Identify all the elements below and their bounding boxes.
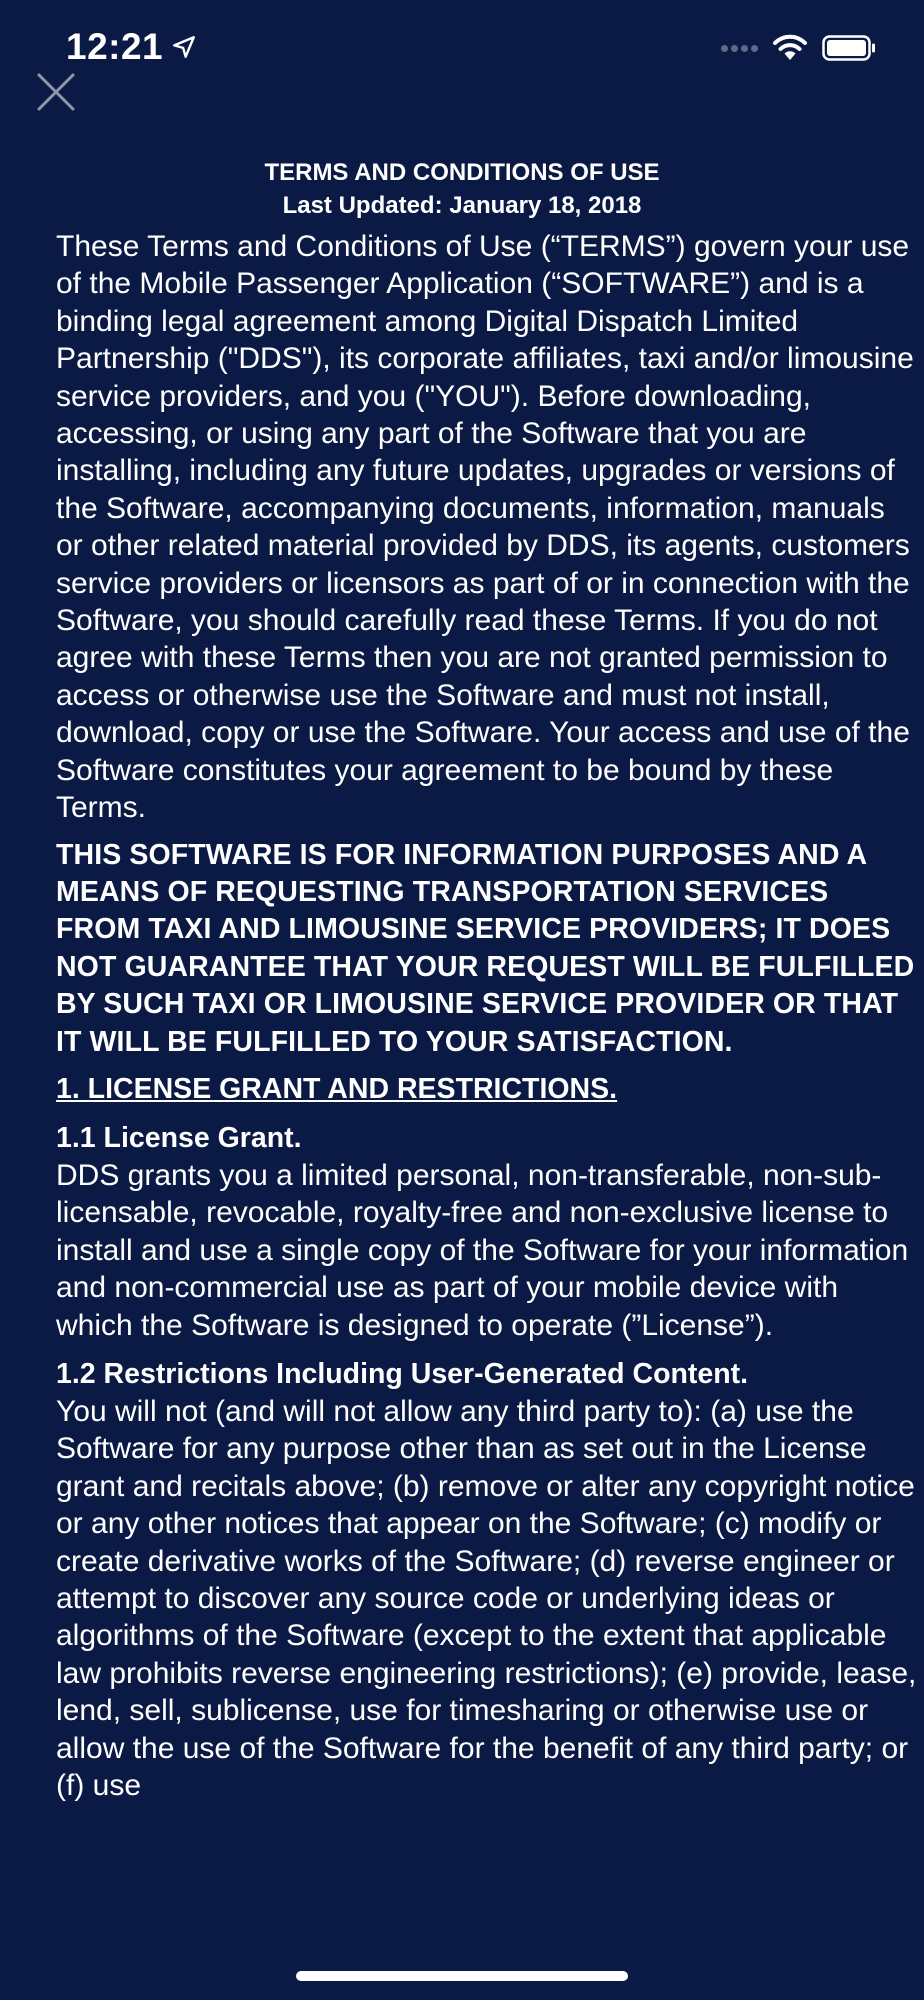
home-indicator[interactable] — [296, 1971, 628, 1981]
location-arrow-icon — [171, 34, 197, 60]
section-1-1-body: DDS grants you a limited personal, non-transferable, non-sub- licensable, revocable, royalty-free and non-exclusive license to install and use a single copy of the Software for your information and non-commercial use as part of your mobile device with which the Software is designed to operate (”License”). — [56, 1158, 909, 1342]
wifi-icon — [772, 34, 808, 62]
document-title: TERMS AND CONDITIONS OF USE — [264, 159, 660, 186]
battery-icon — [822, 35, 876, 61]
terms-document — [56, 156, 918, 1804]
status-bar — [0, 0, 924, 100]
status-icons — [721, 34, 876, 62]
last-updated: Last Updated: January 18, 2018 — [282, 192, 642, 219]
section-1-2-body: You will not (and will not allow any third party to): (a) use the Software for any purpose other than as set out in the License grant and recitals above; (b) remove or alter any copyright notice or any other notices that appear on the Software; (c) modify or create derivative works of the Software; (d) reverse engineer or attempt to discover any source code or underlying ideas or algorithms of the Software (except to the extent that applicable law prohibits reverse engineering restrictions); (e) provide, lease, lend, sell, sublicense, use for timesharing or otherwise use or allow the use of the Software for the benefit of any third party; or (f) use — [56, 1394, 917, 1803]
status-time-group — [66, 26, 197, 68]
disclaimer-paragraph: THIS SOFTWARE IS FOR INFORMATION PURPOSES AND A MEANS OF REQUESTING TRANSPORTATION SERVICES FROM TAXI AND LIMOUSINE SERVICE PROVIDERS; IT DOES NOT GUARANTEE THAT YOUR REQUEST WILL BE FULFILLED BY SUCH TAXI OR LIMOUSINE SERVICE PROVIDER OR THAT IT WILL BE FULFILLED TO YOUR SATISFACTION. — [56, 838, 915, 1058]
section-1-1-title: 1.1 License Grant. — [56, 1121, 302, 1154]
status-time: 12:21 — [66, 26, 164, 67]
cellular-signal-icon — [721, 45, 758, 52]
section-1-2-title: 1.2 Restrictions Including User-Generated Content. — [56, 1357, 749, 1390]
section-1-title: 1. LICENSE GRANT AND RESTRICTIONS. — [56, 1072, 618, 1105]
terms-heading — [56, 156, 868, 222]
close-icon[interactable] — [34, 70, 78, 114]
intro-paragraph: These Terms and Conditions of Use (“TERMS”) govern your use of the Mobile Passenger Application (“SOFTWARE”) and is a binding legal agreement among Digital Dispatch Limited Partnership ("DDS"), its corporate affiliates, taxi and/or limousine service providers, and you ("YOU"). Before downloading, accessing, or using any part of the Software that you are installing, including any future updates, upgrades or versions of the Software, accompanying documents, information, manuals or other related material provided by DDS, its agents, customers service providers or licensors as part of or in connection with the Software, you should carefully read these Terms. If you do not agree with these Terms then you are not granted permission to access or otherwise use the Software and must not install, download, copy or use the Software. Your access and use of the Software constitutes your agreement to be bound by these Terms. — [56, 230, 914, 825]
